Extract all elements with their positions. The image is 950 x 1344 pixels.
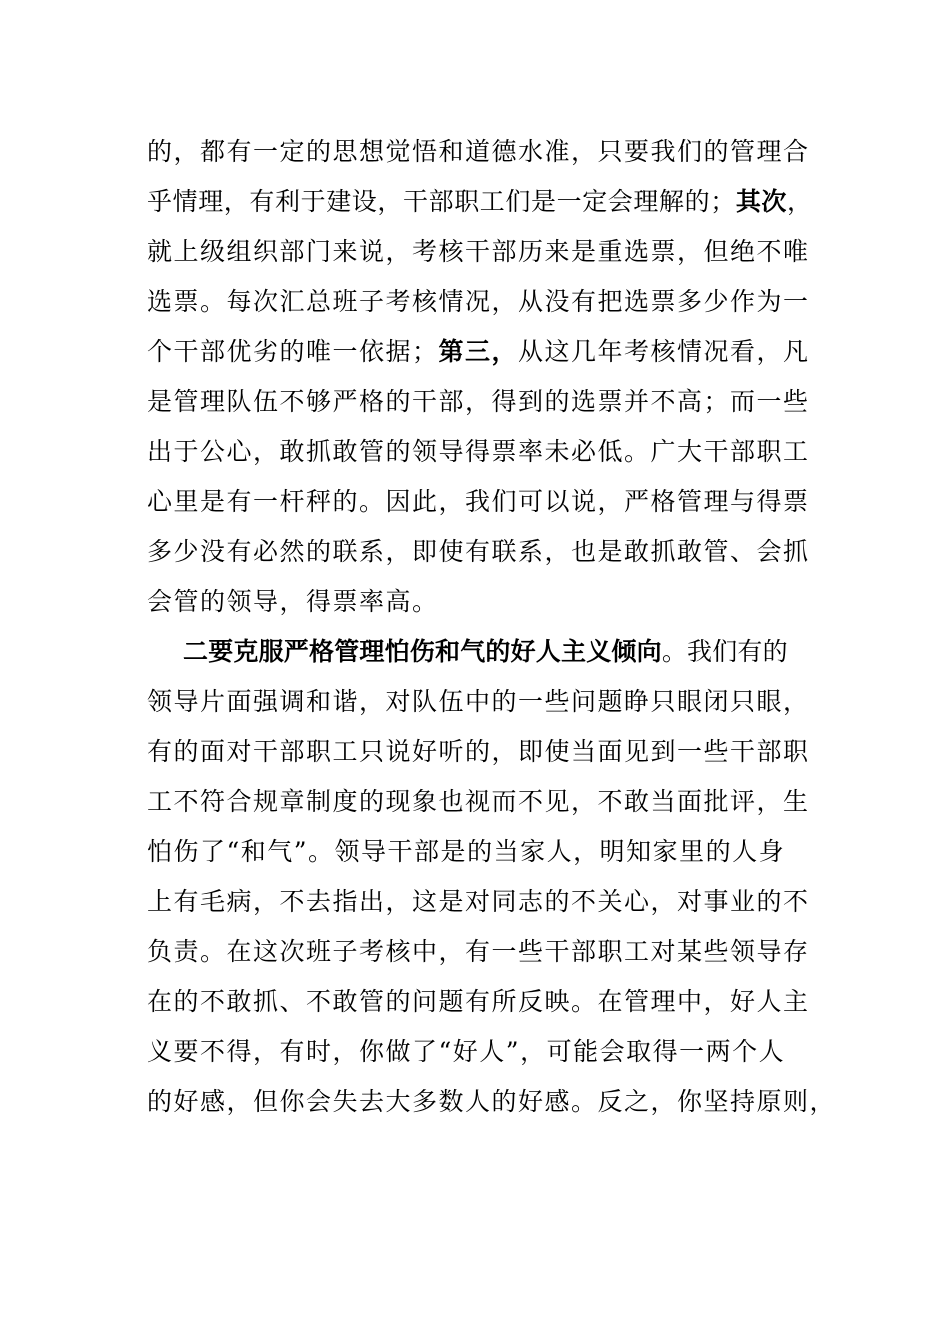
text-line — [147, 827, 797, 877]
bold-text-segment: 第三， — [438, 337, 519, 366]
text-line — [147, 977, 810, 1027]
text-segment: 从这几年考核情况看，凡 — [518, 337, 810, 366]
text-line — [147, 1077, 837, 1127]
text-line — [147, 477, 810, 527]
text-segment: 个干部优劣的唯一依据； — [147, 337, 439, 366]
text-segment: 就上级组织部门来说，考核干部历来是重选票，但绝不唯 — [147, 237, 810, 266]
text-segment: 负责。在这次班子考核中，有一些干部职工对某些领导存 — [147, 937, 810, 966]
text-segment: 。我们有的 — [661, 637, 788, 666]
document-body — [147, 127, 837, 1127]
text-segment: 在的不敢抓、不敢管的问题有所反映。在管理中，好人主 — [147, 987, 810, 1016]
text-line — [147, 427, 810, 477]
text-line — [147, 877, 810, 927]
bold-heading-segment: 二要克服严格管理怕伤和气的好人主义倾向 — [183, 637, 662, 666]
text-segment: 选票。每次汇总班子考核情况，从没有把选票多少作为一 — [147, 287, 810, 316]
text-line — [147, 177, 813, 227]
text-segment: 工不符合规章制度的现象也视而不见，不敢当面批评，生 — [147, 787, 810, 816]
text-line — [147, 227, 810, 277]
text-segment: 的，都有一定的思想觉悟和道德水准，只要我们的管理合 — [147, 137, 810, 166]
text-line — [147, 777, 810, 827]
text-line — [147, 527, 810, 577]
text-segment: 上有毛病，不去指出，这是对同志的不关心，对事业的不 — [147, 887, 810, 916]
text-line — [147, 127, 810, 177]
text-segment: 义要不得，有时，你做了“好人”，可能会取得一两个人 — [147, 1037, 786, 1066]
paragraph-start-line — [147, 627, 797, 677]
text-segment: 的好感，但你会失去大多数人的好感。反之，你坚持原则， — [147, 1087, 837, 1116]
text-segment: 是管理队伍不够严格的干部，得到的选票并不高；而一些 — [147, 387, 810, 416]
text-line — [147, 327, 810, 377]
text-segment: 领导片面强调和谐，对队伍中的一些问题睁只眼闭只眼， — [147, 687, 810, 716]
text-line — [147, 727, 810, 777]
text-segment: 多少没有必然的联系，即使有联系，也是敢抓敢管、会抓 — [147, 537, 810, 566]
text-line — [147, 277, 810, 327]
text-line — [147, 377, 810, 427]
text-segment: 出于公心，敢抓敢管的领导得票率未必低。广大干部职工 — [147, 437, 810, 466]
text-line — [147, 927, 810, 977]
text-line — [147, 577, 797, 627]
text-line — [147, 677, 810, 727]
text-segment: 会管的领导，得票率高。 — [147, 587, 439, 616]
text-segment: 心里是有一杆秤的。因此，我们可以说，严格管理与得票 — [147, 487, 810, 516]
text-segment: 乎情理，有利于建设，干部职工们是一定会理解的； — [147, 187, 736, 216]
text-segment: 怕伤了“和气”。领导干部是的当家人，明知家里的人身 — [147, 837, 786, 866]
bold-text-segment: 其次 — [735, 187, 788, 216]
text-segment: ， — [787, 187, 813, 216]
text-segment: 有的面对干部职工只说好听的，即使当面见到一些干部职 — [147, 737, 810, 766]
text-line — [147, 1027, 797, 1077]
